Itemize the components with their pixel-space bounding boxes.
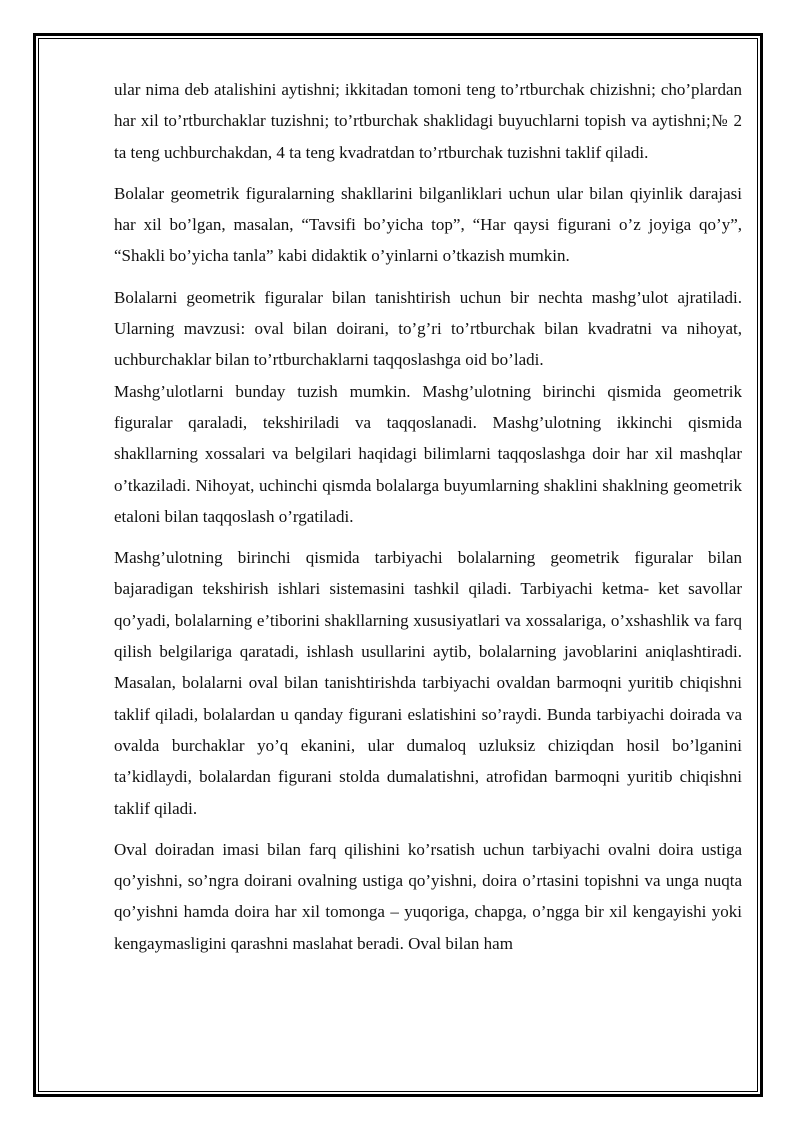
- paragraph-3: Bolalarni geometrik figuralar bilan tanishtirish uchun bir nechta mashg’ulot ajratiladi. Ularning mavzusi: oval bilan doirani, to’g’ri to’rtburchak bilan kvadratni va nihoyat, uchburchaklar bilan to’rtburchaklarni taqqoslashga oid bo’ladi.: [114, 287, 742, 370]
- paragraph-2: Bolalar geometrik figuralarning shakllarini bilganliklari uchun ular bilan qiyinlik darajasi har xil bo’lgan, masalan, “Tavsifi bo’yicha top”, “Har qaysi figurani o’z joyiga qo’y”, “Shakli bo’yicha tanla” kabi didaktik o’yinlarni o’tkazish mumkin.: [114, 183, 742, 266]
- paragraph-1: ular nima deb atalishini aytishni; ikkitadan tomoni teng to’rtburchak chizishni; cho’plardan har xil to’rtburchaklar tuzishni; to’rtburchak shaklidagi buyuchlarni topish va aytishni;№ 2 ta teng uchburchakdan, 4 ta teng kvadratdan to’rtburchak tuzishni taklif qiladi.: [114, 80, 742, 162]
- paragraph-6: Oval doiradan imasi bilan farq qilishini ko’rsatish uchun tarbiyachi ovalni doira ustiga qo’yishni, so’ngra doirani ovalning ustiga qo’yishni, doira o’rtasini topishni va unga nuqta qo’yishni hamda doira har xil tomonga – yuqoriga, chapga, o’ngga bir xil kengayishi yoki kengaymasligini qarashni maslahat beradi. Oval bilan ham: [114, 839, 742, 953]
- document-body: [114, 74, 742, 969]
- paragraph-5: Mashg’ulotning birinchi qismida tarbiyachi bolalarning geometrik figuralar bilan bajaradigan tekshirish ishlari sistemasini tashkil qiladi. Tarbiyachi ketma- ket savollar qo’yadi, bolalarning e’tiborini shakllarning xususiyatlari va xossalariga, o’xshashlik va farq qilish belgilariga qaratadi, ishlash usullarini aytib, bolalarning javoblarini aniqlashtiradi. Masalan, bolalarni oval bilan tanishtirishda tarbiyachi ovaldan barmoqni yuritib chiqishni taklif qiladi, bolalardan u qanday figurani eslatishini so’raydi. Bunda tarbiyachi doirada va ovalda burchaklar yo’q ekanini, ular dumaloq uzluksiz chiziqdan hosil bo’lganini ta’kidlaydi, bolalardan figurani stolda dumalatishni, atrofidan barmoqni yuritib chiqishni taklif qiladi.: [114, 548, 742, 818]
- paragraph-4: Mashg’ulotlarni bunday tuzish mumkin. Mashg’ulotning birinchi qismida geometrik figuralar qaraladi, tekshiriladi va taqqoslanadi. Mashg’ulotning ikkinchi qismida shakllarning xossalari va belgilari haqidagi bilimlarni taqqoslashga doir har xil mashqlar o’tkaziladi. Nihoyat, uchinchi qismda bolalarga buyumlarning shaklini shaklning geometrik etaloni bilan taqqoslash o’rgatiladi.: [114, 381, 742, 526]
